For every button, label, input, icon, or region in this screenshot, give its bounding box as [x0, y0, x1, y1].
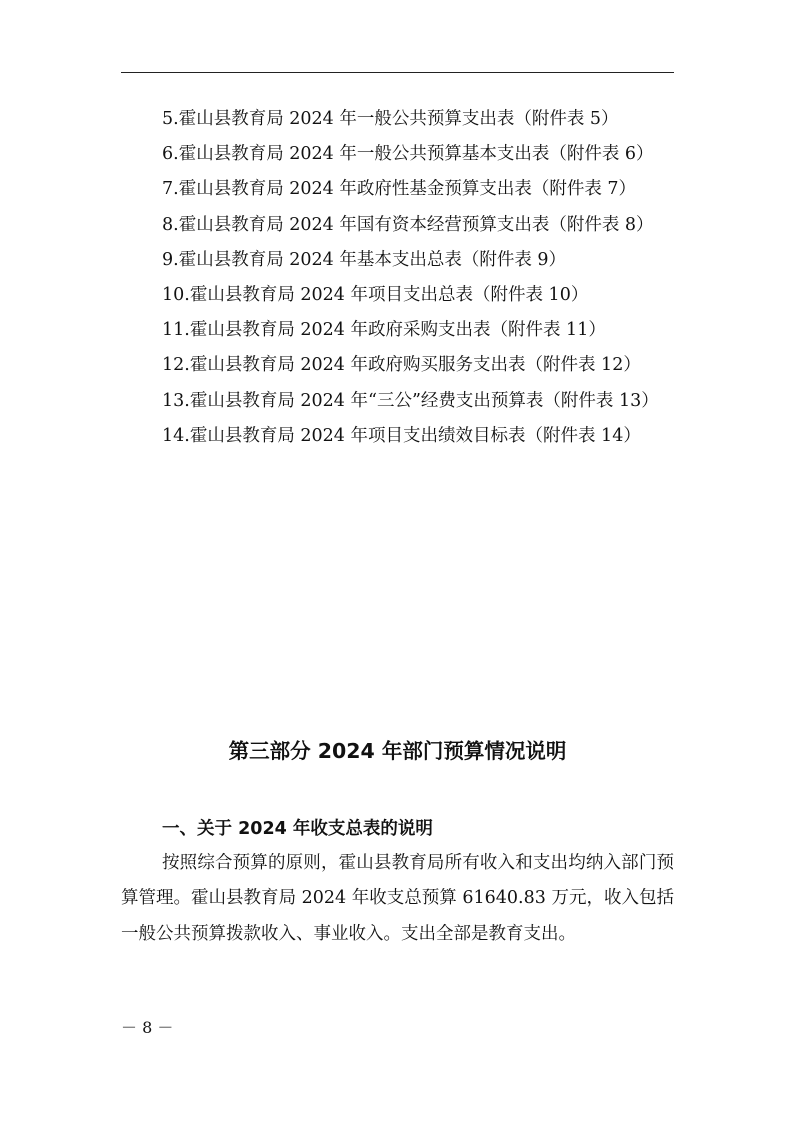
paragraph: 按照综合预算的原则，霍山县教育局所有收入和支出均纳入部门预算管理。霍山县教育局 2024 年收支总预算 61640.83 万元，收入包括一般公共预算拨款收入、事业收入。支出全部是教育支出。 [121, 853, 674, 944]
subheading: 一、关于 2024 年收支总表的说明 [162, 819, 433, 839]
list-item: 11.霍山县教育局 2024 年政府采购支出表（附件表 11） [162, 320, 606, 341]
attachment-list [121, 102, 674, 454]
list-item: 6.霍山县教育局 2024 年一般公共预算基本支出表（附件表 6） [162, 144, 654, 165]
header-rule [121, 72, 674, 73]
list-item: 7.霍山县教育局 2024 年政府性基金预算支出表（附件表 7） [162, 179, 637, 200]
list-item: 13.霍山县教育局 2024 年“三公”经费支出预算表（附件表 13） [162, 390, 659, 411]
body-text [121, 846, 674, 952]
section-title: 第三部分 2024 年部门预算情况说明 [228, 739, 567, 763]
list-item: 12.霍山县教育局 2024 年政府购买服务支出表（附件表 12） [162, 355, 641, 376]
list-item: 10.霍山县教育局 2024 年项目支出总表（附件表 10） [162, 285, 589, 306]
list-item: 14.霍山县教育局 2024 年项目支出绩效目标表（附件表 14） [162, 425, 641, 446]
list-item: 8.霍山县教育局 2024 年国有资本经营预算支出表（附件表 8） [162, 214, 654, 235]
list-item: 9.霍山县教育局 2024 年基本支出总表（附件表 9） [162, 249, 567, 270]
page-number: － 8 － [121, 1018, 174, 1037]
list-item: 5.霍山县教育局 2024 年一般公共预算支出表（附件表 5） [162, 109, 619, 129]
